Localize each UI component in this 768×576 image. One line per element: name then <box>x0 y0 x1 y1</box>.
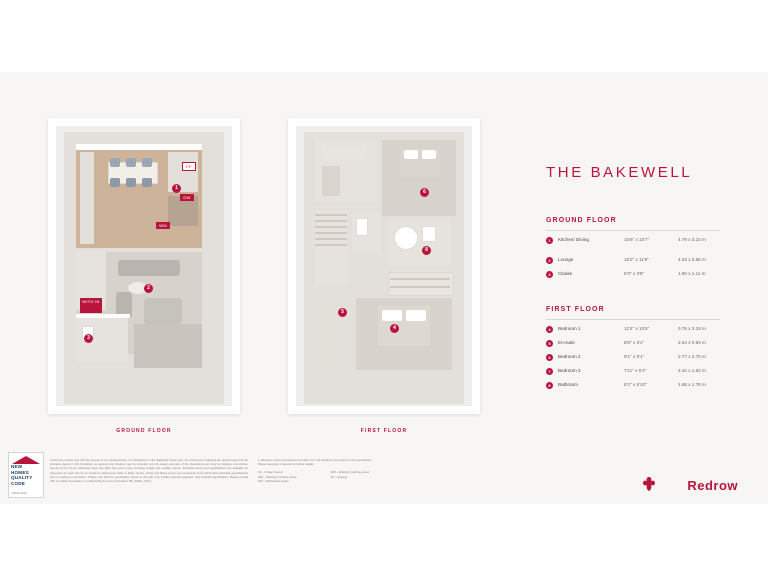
room-marker: 8 <box>546 382 553 389</box>
new-homes-quality-code-logo <box>8 452 44 498</box>
marker-bedroom1[interactable]: 4 <box>390 324 399 333</box>
room-metric: 4.63 x 3.58 m <box>678 257 706 262</box>
divider-first <box>546 319 720 320</box>
notes-key <box>258 470 408 483</box>
storage-shelving <box>388 272 454 296</box>
room-marker: 1 <box>546 237 553 244</box>
room-name: Bedroom 3 <box>558 368 581 373</box>
dining-chair <box>110 178 120 187</box>
tag-washing-machine: WM <box>156 222 170 229</box>
room-name: Bedroom 2 <box>558 354 581 359</box>
room-name: Bathroom <box>558 382 578 387</box>
dining-chair <box>126 158 136 167</box>
notes-key-left <box>258 470 330 483</box>
redrow-wordmark: Redrow <box>687 478 738 493</box>
key-item: WM – Washing machine space <box>258 474 297 479</box>
key-item: DW – Dishwasher space <box>258 478 289 483</box>
room-imperial: 6'3" x 3'8" <box>624 271 645 276</box>
room-row-kitchen-dining <box>546 236 724 248</box>
key-item: WM – Washing machine space <box>330 470 370 475</box>
page-title: THE BAKEWELL <box>546 164 693 181</box>
room-marker: 6 <box>546 354 553 361</box>
notes-intro: 1. Elevation, where dimensions are taken from, all variations are subject to site specification. <box>258 458 373 462</box>
key-item: FF – Fridge Freezer <box>258 470 283 475</box>
kitchen-units-left <box>80 152 94 244</box>
room-row-bedroom1 <box>546 325 724 337</box>
shower-tray <box>356 218 368 236</box>
ground-floor-plan-render <box>56 126 232 406</box>
nhqc-line-2: HOMES <box>11 469 29 475</box>
room-imperial: 15'2" x 11'9" <box>624 257 649 262</box>
room-metric: 4.78 x 3.23 m <box>678 237 706 242</box>
room-name: En-suite <box>558 340 575 345</box>
nhqc-words <box>11 464 41 486</box>
notes-intro-2: Please see plans & layouts for further details. <box>258 462 315 467</box>
wc-unit <box>422 226 436 242</box>
room-name: Kitchen/ Dining <box>558 237 589 242</box>
room-marker: 3 <box>546 271 553 278</box>
room-metric: 3.76 x 3.19 m <box>678 326 706 331</box>
stair-tread <box>315 220 347 222</box>
room-name: Bedroom 1 <box>558 326 581 331</box>
room-name: Lounge <box>558 257 574 262</box>
stair-tread <box>315 244 347 246</box>
divider-ground <box>546 230 720 231</box>
pillow <box>422 150 436 159</box>
marker-bathroom[interactable]: 8 <box>422 246 431 255</box>
pillow <box>406 310 426 321</box>
footer-notes <box>258 458 408 483</box>
first-floor-plan-render <box>296 126 472 406</box>
redrow-logo-icon <box>642 476 656 492</box>
room-metric: 2.77 x 2.76 m <box>678 354 706 359</box>
room-marker: 2 <box>546 257 553 264</box>
room-imperial: 9'1" x 9'1" <box>624 354 645 359</box>
dining-chair <box>142 158 152 167</box>
legal-disclaimer: Customers should note that the layouts of our developments, the illustrations of the Bakewell house type, the dimensions indicated are approximate and the indicative layout in this illustration as general only. Redrow may be intended only for design accuracy of the illustrations and may be detailed, and kitchen layouts of the homes. Materials used may differ from plot to plot, including similar and suitable colours. Illustrated plans and specifications are available for inspection for each plot at our Customer Experience Suite or Sales Centre. Living and dining layout and complaints must check their individual specifications prior to making a reservation. Please note that the specification shown in this plan may include optional upgrades. Only detailed specification. Please consult with our Sales Consultant or confidentially for more information. BG_BAKE_V02.2 <box>50 458 248 484</box>
section-heading-ground-floor: GROUND FLOOR <box>546 217 617 224</box>
room-imperial: 8'8" x 3'1" <box>624 340 645 345</box>
stair-tread <box>315 238 347 240</box>
dining-chair <box>110 158 120 167</box>
dining-chair <box>142 178 152 187</box>
marker-cloaks[interactable]: 3 <box>84 334 93 343</box>
room-imperial: 7'11" x 5'4" <box>624 368 647 373</box>
room-imperial: 12'4" x 10'6" <box>624 326 650 331</box>
roof-icon <box>12 456 40 464</box>
notes-key-right <box>331 470 403 478</box>
wall-top <box>76 144 202 150</box>
page-bottom-band <box>0 504 768 576</box>
page-top-band <box>0 0 768 72</box>
nhqc-line-3: QUALITY <box>11 475 33 481</box>
first-floor-plan-card[interactable] <box>288 118 480 414</box>
nhqc-line-1: NEW <box>11 464 23 469</box>
tag-with-in: WITH IN <box>80 298 102 313</box>
room-row-bedroom3 <box>546 367 724 379</box>
tag-dishwasher: DW <box>180 194 194 201</box>
shelf <box>390 278 450 280</box>
sofa <box>144 298 182 324</box>
room-row-lounge <box>546 256 724 268</box>
room-imperial: 15'8" x 10'7" <box>624 237 650 242</box>
marker-bedroom2[interactable]: 6 <box>420 188 429 197</box>
nhqc-version: YEAR 2023 <box>11 491 27 495</box>
room-row-ensuite <box>546 339 724 351</box>
dining-chair <box>126 178 136 187</box>
room-row-bedroom2 <box>546 353 724 365</box>
tag-fridge-freezer: FF <box>182 162 196 171</box>
bedroom3-furniture <box>322 146 366 160</box>
room-marker: 4 <box>546 326 553 333</box>
room-metric: 1.88 x 1.78 m <box>678 382 706 387</box>
room-marker: 7 <box>546 368 553 375</box>
ground-floor-caption: GROUND FLOOR <box>116 428 172 434</box>
ground-floor-plan-card[interactable] <box>48 118 240 414</box>
room-row-cloaks <box>546 270 724 282</box>
pillow <box>382 310 402 321</box>
room-metric: 1.90 x 1.11 m <box>678 271 706 276</box>
first-floor-caption: FIRST FLOOR <box>360 428 408 434</box>
entrance-hall-floor <box>134 324 202 368</box>
room-name: Cloaks <box>558 271 573 276</box>
marker-lounge[interactable]: 2 <box>144 284 153 293</box>
pillow <box>404 150 418 159</box>
shelf <box>390 286 450 288</box>
stair-tread <box>315 214 347 216</box>
sofa-back <box>118 260 180 276</box>
key-item: ST – Storage <box>330 474 348 479</box>
room-metric: 2.64 x 0.94 m <box>678 340 706 345</box>
room-row-bathroom <box>546 381 724 393</box>
bedroom3-wardrobe <box>322 166 340 196</box>
marker-kitchen-dining[interactable]: 1 <box>172 184 181 193</box>
bath-tub <box>394 226 418 250</box>
room-marker: 5 <box>546 340 553 347</box>
stair-tread <box>315 226 347 228</box>
section-heading-first-floor: FIRST FLOOR <box>546 306 605 313</box>
marker-ensuite[interactable]: 5 <box>338 308 347 317</box>
stair-tread <box>315 232 347 234</box>
room-imperial: 6'2" x 5'10" <box>624 382 647 387</box>
room-metric: 2.42 x 1.62 m <box>678 368 706 373</box>
nhqc-line-4: CODE <box>11 480 26 486</box>
